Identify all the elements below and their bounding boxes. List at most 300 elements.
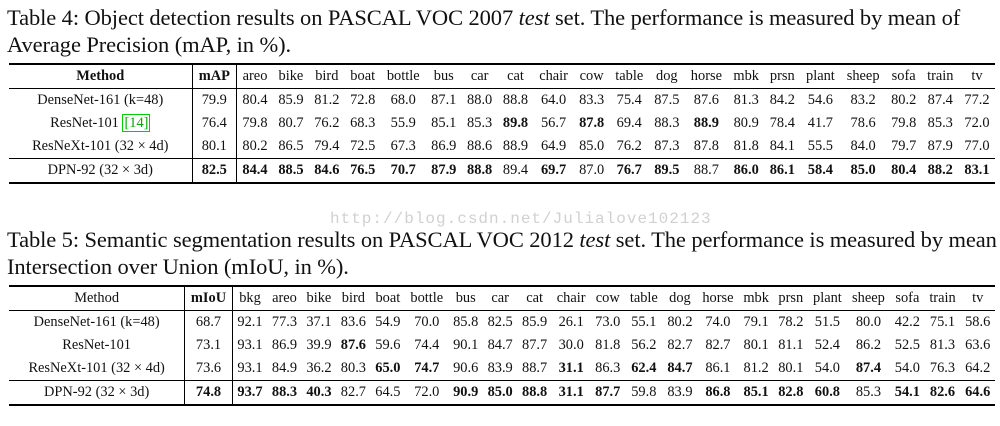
value-text: 69.7 [540,162,567,178]
value-text: 79.8 [891,115,917,131]
value-cell [649,89,685,113]
table5-header-bkg: bkg [232,286,267,311]
value-cell [774,357,808,381]
value-cell [610,159,649,184]
value-text: 84.0 [850,138,876,154]
value-text: 85.3 [467,115,493,131]
value-text: 30.0 [558,337,584,353]
value-cell [517,357,551,381]
value-text: 87.8 [693,138,719,154]
value-text: 65.0 [375,360,401,376]
method-cell [9,112,192,135]
value-cell [533,112,573,135]
value-cell [685,159,728,184]
value-text: 39.9 [306,337,332,353]
value-cell [925,381,961,406]
value-text: 80.4 [891,162,917,178]
value-text: 31.1 [558,384,584,400]
table5-header-prsn: prsn [774,286,808,311]
value-text: 81.3 [733,92,759,108]
value-cell [663,381,697,406]
value-text: 86.5 [278,138,304,154]
value-cell [922,135,959,159]
value-cell [533,135,573,159]
value-cell [345,112,381,135]
value-text: 83.6 [340,314,366,330]
value-cell [800,89,840,113]
table5-header-areo: areo [267,286,301,311]
value-text: 82.7 [667,337,693,353]
value-cell [697,357,739,381]
value-cell [890,311,924,335]
table4-header-dog: dog [649,64,685,89]
table5-header-tv: tv [960,286,995,311]
value-text: 84.7 [487,337,513,353]
value-cell [426,159,462,184]
value-text: 77.3 [271,314,298,330]
value-cell [381,112,426,135]
value-cell [739,334,774,357]
table4-header-tv: tv [959,64,995,89]
value-cell [381,135,426,159]
value-cell [185,381,232,406]
value-cell [922,159,959,184]
table-row [9,89,995,113]
value-cell [886,135,922,159]
method-name: ResNeXt-101 (32 × 4d) [28,360,165,376]
value-text: 79.7 [891,138,917,154]
value-text: 82.7 [705,337,731,353]
value-cell [808,311,847,335]
value-text: 84.2 [769,92,795,108]
value-text: 41.7 [807,115,833,131]
value-text: 72.0 [964,115,990,131]
value-text: 88.7 [693,162,719,178]
table5-header-mbk: mbk [739,286,774,311]
value-cell [185,311,232,335]
value-text: 87.9 [927,138,953,154]
value-cell [483,381,517,406]
value-cell [841,112,886,135]
value-cell [739,311,774,335]
value-cell [483,334,517,357]
table4-header-cat: cat [498,64,534,89]
value-text: 64.5 [375,384,401,400]
value-text: 88.3 [271,384,298,400]
value-text: 85.9 [522,314,548,330]
value-text: 80.0 [855,314,882,330]
method-cell [9,135,192,159]
table4-header-areo: areo [237,64,273,89]
value-cell [448,381,482,406]
table5-header-sofa: sofa [890,286,924,311]
value-text: 87.0 [579,162,605,178]
value-cell [371,311,405,335]
method-cell [9,334,185,357]
value-cell [685,112,728,135]
value-text: 83.1 [964,162,990,178]
value-text: 67.3 [390,138,416,154]
value-cell [405,334,448,357]
value-text: 84.6 [314,162,340,178]
value-cell [649,112,685,135]
value-cell [192,89,236,113]
value-cell [552,311,591,335]
value-cell [886,112,922,135]
value-text: 81.1 [778,337,804,353]
value-cell [847,311,890,335]
value-cell [697,334,739,357]
value-cell [610,112,649,135]
value-cell [448,311,482,335]
watermark: http://blog.csdn.net/Julialove102123 [330,210,712,228]
value-text: 88.9 [502,138,529,154]
value-text: 55.1 [631,314,657,330]
value-text: 73.6 [195,360,222,376]
value-cell [345,135,381,159]
value-cell [800,112,840,135]
value-cell [697,311,739,335]
value-text: 31.1 [558,360,584,376]
value-cell [237,135,273,159]
value-cell [552,334,591,357]
value-text: 87.9 [431,162,457,178]
value-cell [237,89,273,113]
value-cell [610,135,649,159]
value-cell [192,159,236,184]
value-text: 76.3 [929,360,956,376]
value-cell [800,159,840,184]
value-cell [267,311,301,335]
value-text: 54.0 [814,360,840,376]
table4-object-detection [9,63,995,184]
table5-header-method: Method [9,286,185,311]
value-cell [774,381,808,406]
value-text: 80.1 [778,360,804,376]
value-text: 52.5 [894,337,920,353]
value-cell [728,89,764,113]
table5-header-miou: mIoU [185,286,232,311]
value-cell [498,135,534,159]
value-cell [462,135,498,159]
value-cell [574,135,610,159]
value-cell [841,135,886,159]
value-text: 88.9 [693,115,719,131]
value-text: 55.5 [807,138,833,154]
value-cell [685,89,728,113]
value-cell [426,135,462,159]
value-cell [847,357,890,381]
method-name: DPN-92 (32 × 3d) [44,384,150,400]
value-text: 78.2 [778,314,804,330]
value-text: 59.8 [631,384,657,400]
value-text: 54.9 [375,314,401,330]
value-cell [345,89,381,113]
table5-header-bus: bus [448,286,482,311]
value-text: 79.1 [743,314,769,330]
value-text: 72.5 [350,138,376,154]
table5-header-chair: chair [552,286,591,311]
value-cell [808,357,847,381]
table5-header-cat: cat [517,286,551,311]
value-text: 87.8 [579,115,605,131]
value-cell [697,381,739,406]
value-cell [890,334,924,357]
value-text: 55.9 [390,115,416,131]
value-text: 42.2 [894,314,920,330]
value-cell [336,334,370,357]
table4-header-bottle: bottle [381,64,426,89]
value-cell [517,334,551,357]
value-cell [739,381,774,406]
method-name: DPN-92 (32 × 3d) [47,162,153,178]
value-text: 58.4 [807,162,833,178]
value-cell [483,311,517,335]
method-cell [9,357,185,381]
value-text: 83.3 [579,92,605,108]
value-text: 82.5 [487,314,513,330]
value-cell [925,357,961,381]
table-row [9,381,995,406]
value-cell [185,357,232,381]
table5-header-car: car [483,286,517,311]
table4-header-map: mAP [192,64,236,89]
value-text: 83.9 [487,360,513,376]
table4-header-row [9,64,995,89]
table-row [9,357,995,381]
value-text: 90.1 [453,337,479,353]
value-text: 54.0 [894,360,920,376]
value-cell [498,89,534,113]
value-text: 64.2 [965,360,991,376]
value-cell [517,381,551,406]
value-cell [774,311,808,335]
value-text: 76.4 [201,115,227,131]
value-cell [381,89,426,113]
value-text: 36.2 [306,360,332,376]
value-text: 58.6 [965,314,991,330]
table4-header-sofa: sofa [886,64,922,89]
value-cell [462,159,498,184]
value-text: 75.4 [616,92,642,108]
value-cell [591,357,625,381]
value-text: 68.3 [350,115,376,131]
value-cell [886,89,922,113]
value-text: 85.1 [743,384,769,400]
table4-header-plant: plant [800,64,840,89]
value-cell [232,334,267,357]
value-text: 68.7 [195,314,222,330]
value-text: 70.7 [390,162,416,178]
value-cell [841,89,886,113]
value-cell [959,89,995,113]
value-text: 87.4 [855,360,882,376]
value-cell [960,381,995,406]
value-cell [959,112,995,135]
value-cell [800,135,840,159]
table5-header-sheep: sheep [847,286,890,311]
value-cell [890,381,924,406]
value-text: 81.8 [595,337,621,353]
value-cell [302,334,336,357]
value-cell [371,334,405,357]
value-cell [960,311,995,335]
value-cell [663,311,697,335]
value-text: 68.0 [390,92,416,108]
method-cell [9,381,185,406]
table-row [9,159,995,184]
value-text: 64.9 [540,138,567,154]
table5-caption [7,226,997,280]
value-text: 69.4 [616,115,642,131]
value-cell [960,334,995,357]
value-cell [273,112,309,135]
table4-header-boat: boat [345,64,381,89]
value-text: 80.7 [278,115,304,131]
value-text: 81.2 [743,360,769,376]
value-text: 79.9 [201,92,227,108]
value-text: 79.8 [242,115,268,131]
value-cell [192,135,236,159]
value-text: 76.7 [616,162,642,178]
value-text: 54.1 [894,384,920,400]
value-text: 80.4 [242,92,268,108]
value-text: 88.2 [927,162,953,178]
value-text: 90.6 [453,360,479,376]
value-cell [574,112,610,135]
value-cell [890,357,924,381]
value-text: 88.6 [467,138,493,154]
table-row [9,334,995,357]
value-text: 86.9 [271,337,298,353]
value-text: 74.8 [195,384,222,400]
value-cell [574,89,610,113]
value-cell [232,357,267,381]
value-cell [728,135,764,159]
value-text: 77.2 [964,92,990,108]
value-text: 82.6 [929,384,956,400]
value-text: 26.1 [558,314,584,330]
value-text: 82.7 [340,384,366,400]
value-text: 81.2 [314,92,340,108]
value-text: 76.5 [350,162,376,178]
table5-header-bird: bird [336,286,370,311]
table4-header-train: train [922,64,959,89]
value-text: 85.0 [850,162,876,178]
value-cell [381,159,426,184]
value-cell [273,159,309,184]
value-text: 88.5 [278,162,304,178]
value-text: 52.4 [814,337,840,353]
value-text: 74.4 [414,337,440,353]
table4-header-chair: chair [533,64,573,89]
value-cell [925,311,961,335]
value-text: 78.6 [850,115,876,131]
table5-header-bottle: bottle [405,286,448,311]
value-cell [273,135,309,159]
citation-link[interactable]: [14] [124,115,149,131]
value-cell [462,89,498,113]
value-text: 84.9 [271,360,298,376]
table5-header-boat: boat [371,286,405,311]
table4-header-horse: horse [685,64,728,89]
value-text: 81.3 [929,337,956,353]
value-cell [309,159,345,184]
value-cell [591,311,625,335]
value-text: 79.4 [314,138,340,154]
value-text: 80.3 [340,360,366,376]
table5-header-dog: dog [663,286,697,311]
value-cell [309,112,345,135]
table-row [9,311,995,335]
value-cell [886,159,922,184]
value-cell [764,89,800,113]
value-text: 51.5 [814,314,840,330]
table5-header-horse: horse [697,286,739,311]
value-cell [498,112,534,135]
value-cell [237,112,273,135]
table-row [9,112,995,135]
value-text: 89.4 [502,162,529,178]
value-cell [345,159,381,184]
table4-caption-prefix: Table 4: Object detection results on PASCAL VOC 2007 [7,5,519,30]
table5-caption-italic: test [579,227,611,252]
value-cell [336,357,370,381]
table5-header-table: table [625,286,663,311]
value-cell [232,381,267,406]
value-text: 77.0 [964,138,990,154]
table5-semantic-segmentation [9,285,995,406]
value-text: 56.7 [540,115,567,131]
value-cell [808,334,847,357]
value-cell [959,159,995,184]
value-cell [405,311,448,335]
value-text: 86.2 [855,337,882,353]
value-cell [192,112,236,135]
value-cell [302,357,336,381]
table4-header-bike: bike [273,64,309,89]
value-cell [533,159,573,184]
value-cell [267,357,301,381]
value-text: 70.0 [414,314,440,330]
table4-caption-italic: test [518,5,550,30]
value-text: 83.2 [850,92,876,108]
value-text: 40.3 [306,384,332,400]
method-name: DenseNet-161 (k=48) [33,314,160,330]
value-cell [426,112,462,135]
value-text: 88.8 [522,384,548,400]
value-cell [847,334,890,357]
value-text: 87.6 [693,92,719,108]
value-cell [336,381,370,406]
value-text: 81.8 [733,138,759,154]
value-text: 92.1 [237,314,263,330]
value-text: 87.4 [927,92,953,108]
method-name: ResNeXt-101 (32 × 4d) [32,138,169,154]
value-cell [764,159,800,184]
value-text: 63.6 [965,337,991,353]
table4-header-method: Method [9,64,192,89]
value-text: 86.1 [705,360,731,376]
table-row [9,135,995,159]
value-cell [426,89,462,113]
table4-header-mbk: mbk [728,64,764,89]
value-text: 93.1 [237,337,263,353]
value-cell [739,357,774,381]
value-text: 89.5 [654,162,680,178]
value-cell [774,334,808,357]
value-cell [483,357,517,381]
